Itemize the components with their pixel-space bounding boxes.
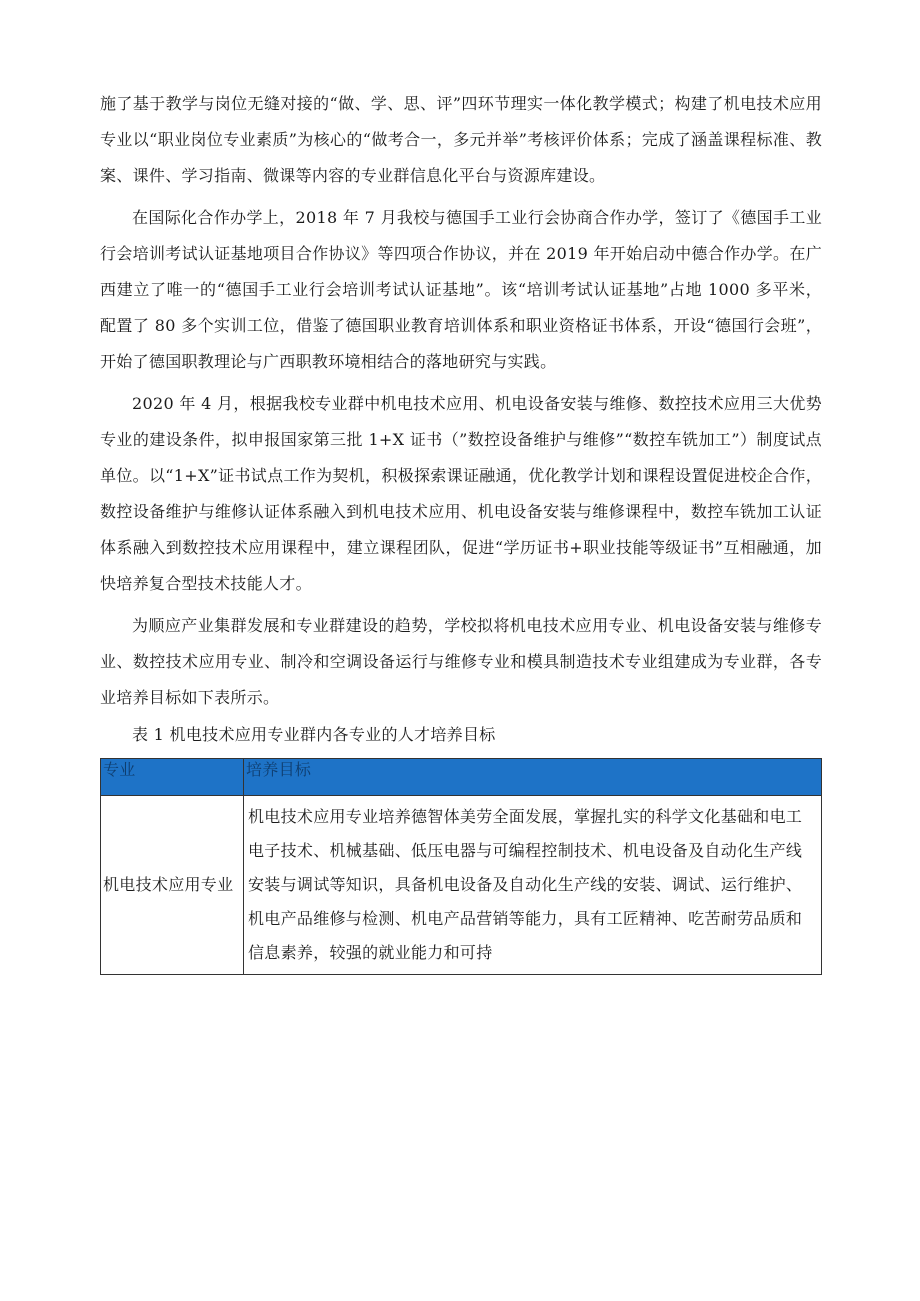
training-goals-table xyxy=(100,758,822,975)
training-goal-cell: 机电技术应用专业培养德智体美劳全面发展，掌握扎实的科学文化基础和电工电子技术、机械基础、低压电器与可编程控制技术、机电设备及自动化生产线安装与调试等知识，具备机电设备及自动化生产线的安装、调试、运行维护、机电产品维修与检测、机电产品营销等能力，具有工匠精神、吃苦耐劳品质和信息素养，较强的就业能力和可持 xyxy=(244,796,822,975)
table-row xyxy=(101,796,822,975)
body-paragraph: 在国际化合作办学上，2018 年 7 月我校与德国手工业行会协商合作办学，签订了《德国手工业行会培训考试认证基地项目合作协议》等四项合作协议，并在 2019 年开始启动中德合作办学。在广西建立了唯一的“德国手工业行会培训考试认证基地”。该“培训考试认证基地”占地 1000 多平米，配置了 80 多个实训工位，借鉴了德国职业教育培训体系和职业资格证书体系，开设“德国行会班”，开始了德国职教理论与广西职教环境相结合的落地研究与实践。 xyxy=(100,208,822,371)
column-header-major: 专业 xyxy=(101,759,244,796)
table-caption: 表 1 机电技术应用专业群内各专业的人才培养目标 xyxy=(132,725,496,744)
table-header-row xyxy=(101,759,822,796)
body-paragraph: 施了基于教学与岗位无缝对接的“做、学、思、评”四环节理实一体化教学模式；构建了机电技术应用专业以“职业岗位专业素质”为核心的“做考合一，多元并举”考核评价体系；完成了涵盖课程标准、教案、课件、学习指南、微课等内容的专业群信息化平台与资源库建设。 xyxy=(100,94,822,185)
column-header-goal: 培养目标 xyxy=(244,759,822,796)
document-page xyxy=(100,86,822,975)
major-name-cell: 机电技术应用专业 xyxy=(101,796,244,975)
body-paragraph: 为顺应产业集群发展和专业群建设的趋势，学校拟将机电技术应用专业、机电设备安装与维修专业、数控技术应用专业、制冷和空调设备运行与维修专业和模具制造技术专业组建成为专业群，各专业培养目标如下表所示。 xyxy=(100,616,822,707)
body-paragraph: 2020 年 4 月，根据我校专业群中机电技术应用、机电设备安装与维修、数控技术应用三大优势专业的建设条件，拟申报国家第三批 1+X 证书（”数控设备维护与维修”“数控车铣加工”）制度试点单位。以“1+X”证书试点工作为契机，积极探索课证融通，优化教学计划和课程设置促进校企合作，数控设备维护与维修认证体系融入到机电技术应用、机电设备安装与维修课程中，数控车铣加工认证体系融入到数控技术应用课程中，建立课程团队，促进“学历证书+职业技能等级证书”互相融通，加快培养复合型技术技能人才。 xyxy=(100,394,822,593)
